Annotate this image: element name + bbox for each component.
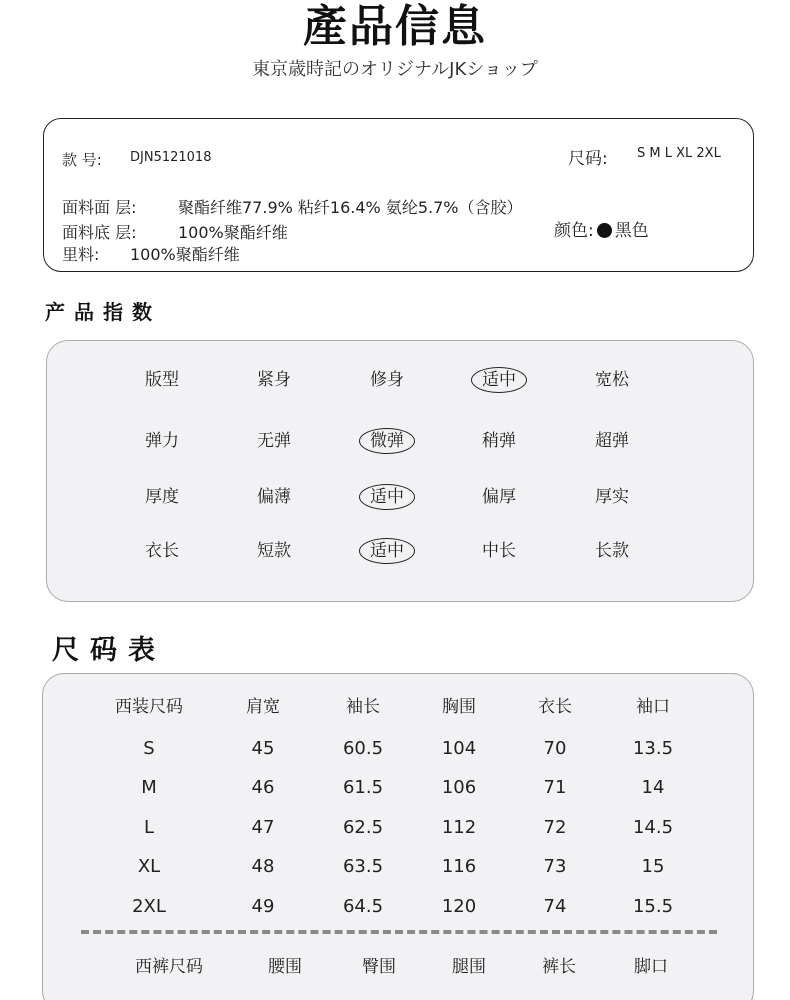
size-value: S M L XL 2XL xyxy=(637,146,721,161)
suit-table-cell: 15 xyxy=(641,856,665,877)
suit-header-cell: 肩宽 xyxy=(246,697,280,717)
suit-table-cell: S xyxy=(143,738,155,759)
suit-table-cell: 61.5 xyxy=(342,777,384,798)
index-option xyxy=(219,538,329,564)
index-option-label: 偏厚 xyxy=(482,487,516,507)
suit-table-cell: 48 xyxy=(251,856,275,877)
size-chart-panel xyxy=(42,673,754,1000)
product-index-panel xyxy=(46,340,754,602)
shop-subtitle: 東京歳時記のオリジナルJKショップ xyxy=(252,59,538,80)
index-option-label: 中长 xyxy=(482,541,516,561)
index-option xyxy=(332,428,442,454)
suit-table-cell: 47 xyxy=(251,817,275,838)
pants-header-cell: 脚口 xyxy=(634,957,668,977)
page-title: 產品信息 xyxy=(303,1,487,52)
suit-table-cell: 70 xyxy=(543,738,567,759)
suit-table-cell: 46 xyxy=(251,777,275,798)
index-option-label: 超弹 xyxy=(595,431,629,451)
suit-table-cell: 120 xyxy=(441,896,477,917)
index-option xyxy=(444,367,554,393)
index-option xyxy=(557,367,667,393)
suit-table-cell: 71 xyxy=(543,777,567,798)
index-row-label: 版型 xyxy=(145,370,179,390)
pants-header-cell: 臀围 xyxy=(362,957,396,977)
suit-table-cell: 14.5 xyxy=(632,817,674,838)
suit-table-cell: 74 xyxy=(543,896,567,917)
table-divider xyxy=(81,930,717,934)
index-option xyxy=(444,538,554,564)
size-chart-title: 尺码表 xyxy=(52,635,166,666)
suit-table-cell: 60.5 xyxy=(342,738,384,759)
index-option-label: 无弹 xyxy=(257,431,291,451)
pants-header-cell: 腰围 xyxy=(268,957,302,977)
sku-label: 款 号: xyxy=(62,151,102,169)
suit-table-cell: 63.5 xyxy=(342,856,384,877)
lining-label: 里料: xyxy=(62,245,100,264)
suit-header-cell: 袖口 xyxy=(636,697,670,717)
suit-table-cell: 73 xyxy=(543,856,567,877)
product-index-title: 产品指数 xyxy=(45,300,161,324)
index-option-selected: 适中 xyxy=(471,367,527,393)
suit-table-cell: 64.5 xyxy=(342,896,384,917)
index-option-selected: 适中 xyxy=(359,484,415,510)
index-row-label: 衣长 xyxy=(145,541,179,561)
pants-header-cell: 西裤尺码 xyxy=(135,957,203,977)
suit-table-cell: XL xyxy=(137,856,161,877)
index-option xyxy=(444,484,554,510)
pants-header-cell: 裤长 xyxy=(542,957,576,977)
suit-header-cell: 衣长 xyxy=(538,697,572,717)
index-option-selected: 适中 xyxy=(359,538,415,564)
color-value: 黑色 xyxy=(614,221,649,241)
index-option xyxy=(219,484,329,510)
index-option-label: 厚实 xyxy=(595,487,629,507)
index-option-label: 长款 xyxy=(595,541,629,561)
index-option-label: 偏薄 xyxy=(257,487,291,507)
product-info-card xyxy=(43,118,754,272)
index-option-label: 短款 xyxy=(257,541,291,561)
suit-table-cell: 104 xyxy=(441,738,477,759)
sku-value: DJN5121018 xyxy=(130,150,212,165)
index-option xyxy=(557,484,667,510)
index-row-label: 厚度 xyxy=(145,487,179,507)
suit-table-cell: 14 xyxy=(641,777,665,798)
suit-header-cell: 袖长 xyxy=(346,697,380,717)
index-option xyxy=(332,367,442,393)
size-label: 尺码: xyxy=(568,149,608,169)
suit-header-cell: 西装尺码 xyxy=(115,697,183,717)
index-option xyxy=(332,484,442,510)
index-option xyxy=(332,538,442,564)
lining-value: 100%聚酯纤维 xyxy=(130,245,240,264)
index-option xyxy=(557,428,667,454)
index-option xyxy=(219,428,329,454)
index-option-label: 稍弹 xyxy=(482,431,516,451)
fabric-bottom-value: 100%聚酯纤维 xyxy=(178,223,288,242)
fabric-top-value: 聚酯纤维77.9% 粘纤16.4% 氨纶5.7%（含胶） xyxy=(178,198,523,217)
index-option xyxy=(444,428,554,454)
index-option-selected: 微弹 xyxy=(359,428,415,454)
suit-table-cell: 116 xyxy=(441,856,477,877)
pants-header-cell: 腿围 xyxy=(452,957,486,977)
suit-table-cell: L xyxy=(143,817,155,838)
suit-table-cell: M xyxy=(141,777,157,798)
suit-table-cell: 72 xyxy=(543,817,567,838)
fabric-bottom-label: 面料底 层: xyxy=(62,223,137,242)
index-option-label: 宽松 xyxy=(595,370,629,390)
suit-table-cell: 106 xyxy=(441,777,477,798)
suit-table-cell: 15.5 xyxy=(632,896,674,917)
suit-table-cell: 45 xyxy=(251,738,275,759)
color-swatch-icon xyxy=(597,223,612,238)
index-row-label: 弹力 xyxy=(145,431,179,451)
suit-header-cell: 胸围 xyxy=(442,697,476,717)
suit-table-cell: 2XL xyxy=(132,896,166,917)
index-option xyxy=(219,367,329,393)
suit-table-cell: 62.5 xyxy=(342,817,384,838)
index-option-label: 修身 xyxy=(370,370,404,390)
color-row xyxy=(554,216,649,241)
fabric-top-label: 面料面 层: xyxy=(62,198,137,217)
color-label: 颜色: xyxy=(554,221,594,241)
suit-table-cell: 13.5 xyxy=(632,738,674,759)
suit-table-cell: 112 xyxy=(441,817,477,838)
suit-table-cell: 49 xyxy=(251,896,275,917)
index-option-label: 紧身 xyxy=(257,370,291,390)
index-option xyxy=(557,538,667,564)
